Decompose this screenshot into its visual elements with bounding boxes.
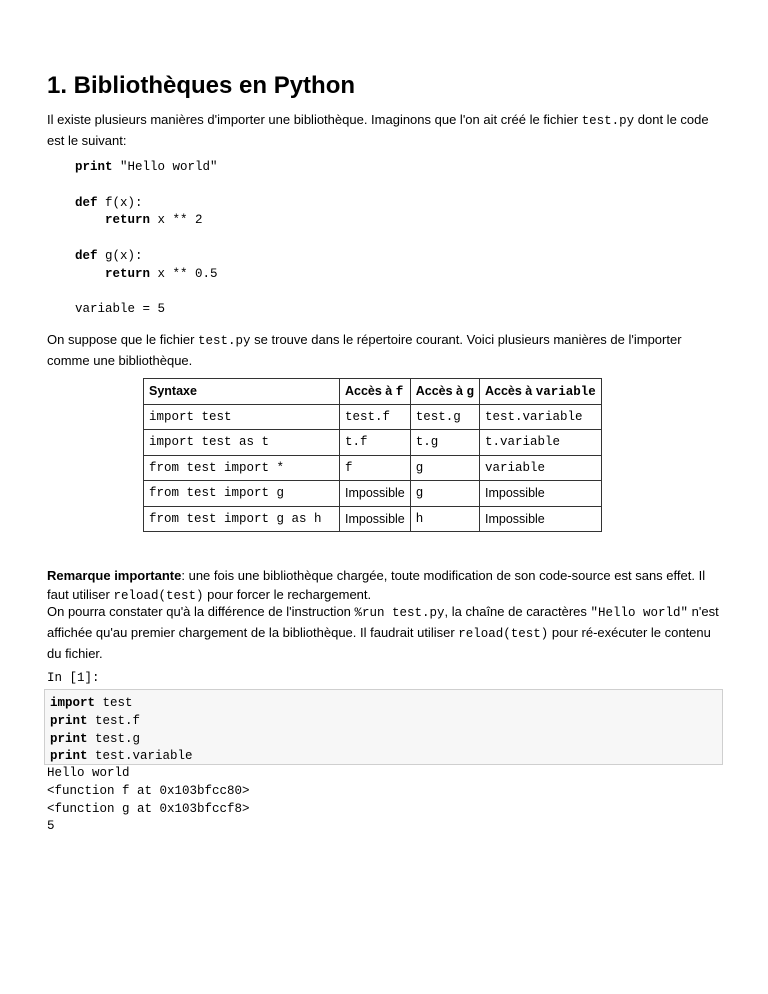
- header-code: f: [395, 384, 404, 399]
- header-code: g: [466, 384, 474, 399]
- table-cell: h: [410, 506, 479, 532]
- output-line: <function f at 0x103bfcc80>: [47, 783, 250, 798]
- text: On pourra constater qu'à la différence de l'instruction: [47, 604, 355, 619]
- text: n'est affichée qu'au premier chargement de la bibliothèque. Il faudrait utiliser: [47, 604, 719, 640]
- table-cell: Impossible: [480, 506, 602, 532]
- table-cell: g: [410, 481, 479, 507]
- output-line: 5: [47, 819, 55, 834]
- table-cell: Impossible: [340, 481, 411, 507]
- header-text: Accès à: [345, 383, 396, 398]
- table-cell: from test import g as h: [144, 506, 340, 532]
- keyword: def: [75, 248, 98, 263]
- table-cell: test.g: [410, 404, 479, 430]
- code-text: x ** 0.5: [150, 266, 218, 281]
- code-line: [50, 731, 717, 749]
- header-text: Accès à: [485, 383, 536, 398]
- code-line: [75, 266, 218, 284]
- output-line: <function g at 0x103bfccf8>: [47, 801, 250, 816]
- code-text: x ** 2: [150, 213, 203, 228]
- remark-label: Remarque importante: [47, 568, 182, 583]
- code-line: [75, 212, 218, 230]
- table-cell: from test import g: [144, 481, 340, 507]
- code-line: [75, 159, 218, 177]
- column-header: [410, 379, 479, 405]
- keyword: return: [75, 266, 151, 281]
- code-text: g(x):: [97, 248, 143, 263]
- inline-code: test.py: [198, 334, 251, 348]
- code-text: test.f: [87, 713, 141, 728]
- code-line: [75, 248, 218, 266]
- text: se trouve dans le répertoire courant. Voici plusieurs manières de l'importer comme une bibliothèque.: [47, 332, 682, 368]
- output-line: Hello world: [47, 766, 130, 780]
- column-header: [480, 379, 602, 405]
- keyword: print: [50, 713, 88, 728]
- text: Il existe plusieurs manières d'importer une bibliothèque. Imaginons que l'on ait créé le fichier: [47, 112, 582, 127]
- table-row: [144, 430, 602, 456]
- code-line: [75, 195, 218, 213]
- keyword: import: [50, 696, 96, 710]
- code-line: [75, 230, 218, 248]
- code-line: [75, 301, 218, 319]
- inline-code: reload(test): [458, 627, 549, 641]
- inline-code: "Hello world": [590, 606, 689, 620]
- inline-code: %run test.py: [354, 606, 445, 620]
- code-text: f(x):: [97, 195, 143, 210]
- text: dont le code est le suivant:: [47, 112, 709, 148]
- keyword: print: [50, 749, 88, 764]
- paragraph-3: [47, 602, 727, 663]
- table-cell: test.f: [340, 404, 411, 430]
- table-cell: f: [340, 455, 411, 481]
- table-cell: g: [410, 455, 479, 481]
- column-header: [340, 379, 411, 405]
- input-prompt: In [1]:: [47, 671, 100, 685]
- cell-code[interactable]: [50, 695, 717, 766]
- intro-paragraph: [47, 110, 727, 150]
- table-row: [144, 455, 602, 481]
- text: pour forcer le rechargement.: [203, 587, 372, 602]
- code-line: [50, 748, 717, 766]
- keyword: def: [75, 195, 98, 210]
- paragraph-2: [47, 330, 727, 370]
- table-cell: import test: [144, 404, 340, 430]
- table-cell: t.f: [340, 430, 411, 456]
- text: , la chaîne de caractères: [444, 604, 591, 619]
- code-line: [75, 284, 218, 302]
- header-text: Syntaxe: [149, 384, 197, 399]
- code-text: test.variable: [87, 749, 193, 764]
- remark-paragraph: [47, 566, 727, 606]
- keyword: print: [75, 160, 113, 174]
- text: On suppose que le fichier: [47, 332, 199, 347]
- inline-code: test.py: [581, 114, 635, 128]
- table-cell: t.variable: [480, 430, 602, 456]
- code-block: [75, 159, 218, 319]
- table-cell: test.variable: [480, 404, 602, 430]
- table-row: [144, 481, 602, 507]
- table-cell: t.g: [410, 430, 479, 456]
- table-cell: from test import *: [144, 455, 340, 481]
- code-line: [50, 713, 717, 731]
- code-line: [50, 695, 717, 713]
- table-cell: import test as t: [144, 430, 340, 456]
- keyword: print: [50, 731, 88, 746]
- table-cell: Impossible: [480, 481, 602, 507]
- keyword: return: [75, 213, 151, 228]
- text: : une fois une bibliothèque chargée, toute modification de son code-source est sans effet. Il faut utiliser: [47, 568, 706, 602]
- page-title: 1. Bibliothèques en Python: [47, 72, 356, 99]
- table-row: [144, 506, 602, 532]
- table-row: [144, 404, 602, 430]
- code-line: [75, 177, 218, 195]
- column-header: [144, 379, 340, 405]
- code-text: test.g: [87, 731, 141, 746]
- code-text: "Hello world": [112, 160, 218, 174]
- code-text: variable = 5: [75, 302, 166, 317]
- code-text: test: [95, 696, 133, 710]
- cell-output: [47, 765, 250, 836]
- import-table: [143, 378, 602, 532]
- text: pour ré-exécuter le contenu du fichier.: [47, 625, 711, 661]
- table-cell: Impossible: [340, 506, 411, 532]
- header-code: variable: [535, 384, 596, 399]
- header-text: Accès à: [415, 383, 467, 398]
- code-cell[interactable]: [44, 689, 723, 765]
- table-cell: variable: [480, 455, 602, 481]
- inline-code: reload(test): [113, 589, 204, 603]
